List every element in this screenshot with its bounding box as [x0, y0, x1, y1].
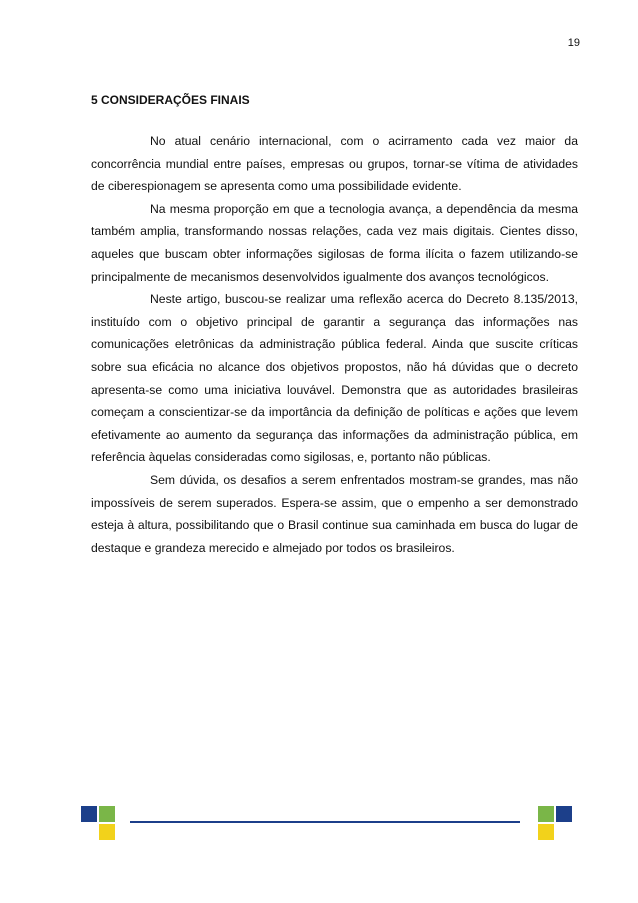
page-number: 19 [567, 37, 580, 49]
logo-square-green [538, 806, 554, 822]
body-text [91, 130, 578, 559]
footer-divider [130, 821, 520, 823]
paragraph: No atual cenário internacional, com o acirramento cada vez maior da concorrência mundial entre países, empresas ou grupos, tornar-se vítima de atividades de ciberespionagem se apresenta como uma possibilidade evidente. [91, 134, 578, 194]
paragraph: Neste artigo, buscou-se realizar uma reflexão acerca do Decreto 8.135/2013, instituído com o objetivo principal de garantir a segurança das informações nas comunicações eletrônicas da administração pública federal. Ainda que suscite críticas sobre sua eficácia no alcance dos objetivos propostos, não há dúvidas que o decreto apresenta-se como uma iniciativa louvável. Demonstra que as autoridades brasileiras começam a conscientizar-se da importância da definição de políticas e ações que levem efetivamente ao aumento da segurança das informações da administração pública, em referência àquelas consideradas como sigilosas, e, portanto não públicas. [91, 292, 578, 465]
section-heading: 5 CONSIDERAÇÕES FINAIS [91, 93, 250, 107]
logo-square-yellow [99, 824, 115, 840]
logo-square-green [99, 806, 115, 822]
paragraph: Sem dúvida, os desafios a serem enfrentados mostram-se grandes, mas não impossíveis de serem superados. Espera-se assim, que o empenho a ser demonstrado esteja à altura, possibilitando que o Brasil continue sua caminhada em busca do lugar de destaque e grandeza merecido e almejado por todos os brasileiros. [91, 472, 578, 555]
footer-logo-right-icon [538, 806, 574, 842]
logo-square-blue [81, 806, 97, 822]
logo-square-yellow [538, 824, 554, 840]
footer-logo-left-icon [81, 806, 117, 842]
logo-square-blue [556, 806, 572, 822]
paragraph: Na mesma proporção em que a tecnologia avança, a dependência da mesma também amplia, transformando nossas relações, cada vez mais digitais. Cientes disso, aqueles que buscam obter informações sigilosas de forma ilícita o fazem utilizando-se principalmente de mecanismos desenvolvidos igualmente dos avanços tecnológicos. [91, 201, 578, 284]
